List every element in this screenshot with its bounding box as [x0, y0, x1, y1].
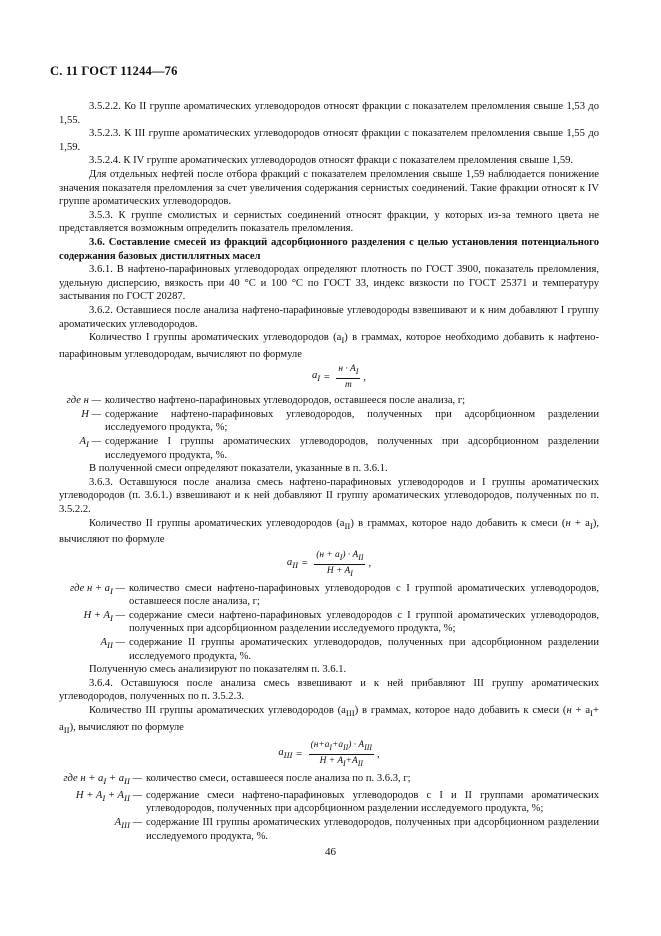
page-header: С. 11 ГОСТ 11244—76 [50, 64, 178, 78]
formula-1-tail: , [363, 372, 367, 384]
def-2-symbol: $H + A_I$ — [83, 609, 125, 623]
def-1-description: количество нафтено-парафиновых углеводородов, оставшееся после анализа, г; [105, 395, 466, 407]
def-2-symbol: $A_{II}$ — [100, 637, 125, 651]
def-1-symbol: $A_I$ — [79, 436, 101, 450]
page-number: 46 [325, 846, 336, 858]
paragraph-3-5-3: 3.5.3. К группе смолистых и сернистых соединений относят фракции, у которых из-за темного цвета не представляется возможным определить показатель преломления. [59, 209, 599, 235]
formula-2-lhs: $a_{II}$ [286, 556, 299, 571]
formula-1-numerator: $н \cdot A_I$ [336, 364, 360, 379]
formula-3-tail: , [376, 748, 380, 760]
def-3-symbol: где $н + a_I + a_{II}$ — [63, 773, 142, 787]
def-1-symbol: H — [81, 408, 101, 420]
def-2-symbol: где $н + a_I$ — [69, 582, 125, 596]
paragraph-3-6-1: 3.6.1. В нафтено-парафиновых углеводородах определяют плотность по ГОСТ 3900, показатель преломления, удельную дисперсию, вязкость при 40 °С и 100 °С по ГОСТ 33, индекс вязкости по ГОСТ 25371 и температуру застывания по ГОСТ 20287. [59, 264, 599, 303]
def-1-description: содержание I группы ароматических углеводородов, полученных при адсорбционном разделении исследуемого продукта, %. [105, 436, 599, 461]
def-3-description: содержание смеси нафтено-парафиновых углеводородов с I и II группами ароматических углеводородов, полученных при адсорбционном разделении исследуемого продукта, %; [146, 789, 599, 815]
formula-3-fraction [309, 740, 374, 769]
definitions-2 [59, 582, 599, 664]
definitions-3 [59, 772, 599, 843]
paragraph-note: Для отдельных нефтей после отбора фракций с показателем преломления свыше 1,59 наблюдается понижение значения показателя преломления за счет увеличения содержания сернистых соединений. Такие фракции относят к IV группе ароматических углеводородов. [59, 168, 599, 208]
definitions-1 [59, 394, 599, 462]
paragraph-result-1: В полученной смеси определяют показатели, указанные в п. 3.6.1. [89, 463, 388, 475]
formula-2-equals: = [301, 558, 309, 570]
formula-2-denominator: $H + A_I$ [326, 565, 353, 578]
formula-2-fraction [314, 550, 365, 579]
paragraph-3-6-4: 3.6.4. Оставшуюся после анализа смесь взвешивают и к ней прибавляют III группу ароматических углеводородов, полученных по п. 3.5.2.3. [59, 677, 599, 703]
def-1-description: содержание нафтено-парафиновых углеводородов, полученных при адсорбционном разделении исследуемого продукта, %; [105, 408, 599, 434]
def-2-description: содержание смеси нафтено-парафиновых углеводородов с I группой ароматических углеводородов, полученных при адсорбционном разделении исследуемого продукта, %; [129, 609, 599, 635]
formula-2-numerator: $(н + a_I) \cdot A_{II}$ [314, 550, 365, 565]
def-2-description: количество смеси нафтено-парафиновых углеводородов с I группой ароматических углеводородов, оставшееся после анализа, г; [129, 582, 599, 608]
formula-3-denominator: $H + A_I+A_{II}$ [319, 756, 363, 769]
formula-2-tail: , [368, 558, 372, 570]
formula-3-equals: = [295, 748, 303, 760]
document-body [59, 100, 599, 843]
paragraph-3-5-2-3: 3.5.2.3. К III группе ароматических углеводородов относят фракции с показателем преломления свыше 1,55 до 1,59. [59, 128, 599, 153]
formula-3 [59, 740, 599, 769]
paragraph-3-5-2-2: 3.5.2.2. Ко II группе ароматических углеводородов относят фракции с показателем преломления свыше 1,53 до 1,55. [59, 101, 599, 126]
paragraph-3-6-2: 3.6.2. Оставшиеся после анализа нафтено-парафиновые углеводороды взвешивают и к ним добавляют I группу ароматических углеводородов. [59, 304, 599, 330]
section-heading-3-6: 3.6. Составление смесей из фракций адсорбционного разделения с целью установления потенциального содержания базовых дистиллятных масел [59, 236, 599, 262]
paragraph-formula-intro-2: Количество II группы ароматических углеводородов $(a_{II})$ в граммах, которое надо добавить к смеси $(н + a_I)$, вычисляют по формуле [59, 517, 599, 546]
paragraph-formula-intro-1: Количество I группы ароматических углеводородов $(a_I)$ в граммах, которое необходимо добавить к нафтено-парафиновым углеводородам, вычисляют по формуле [59, 332, 599, 360]
def-3-description: содержание III группы ароматических углеводородов, полученных при адсорбционном разделении исследуемого продукта, %. [146, 817, 599, 842]
def-1-symbol: где н — [66, 395, 101, 407]
def-3-description: количество смеси, оставшееся после анализа по п. 3.6.3, г; [146, 773, 411, 785]
def-3-symbol: $A_{III}$ — [114, 817, 142, 831]
paragraph-3-5-2-4: 3.5.2.4. К IV группе ароматических углеводородов относят фракци с показателем преломления свыше 1,59. [89, 155, 574, 167]
formula-1-fraction [336, 364, 360, 391]
def-2-description: содержание II группы ароматических углеводородов, полученных при адсорбционном разделении исследуемого продукта, %. [129, 637, 599, 662]
def-3-symbol: $H + A_I + A_{II}$ — [75, 789, 142, 803]
formula-3-lhs: $a_{III}$ [278, 747, 293, 761]
formula-3-numerator: $(н+a_I+a_{II}) \cdot A_{III}$ [309, 740, 374, 755]
paragraph-formula-intro-3: Количество III группы ароматических углеводородов $(a_{III})$ в граммах, которое надо добавить к смеси $(н + a_I+ a_{II})$, вычисляют по формуле [59, 705, 599, 735]
formula-2 [59, 550, 599, 579]
formula-1 [59, 364, 599, 391]
paragraph-result-2: Полученную смесь анализируют по показателям п. 3.6.1. [89, 664, 347, 676]
formula-1-equals: = [323, 372, 331, 384]
paragraph-3-6-3: 3.6.3. Оставшуюся после анализа смесь нафтено-парафиновых углеводородов и I группы ароматических углеводородов (п. 3.6.1.) взвешивают и к ней добавляют II группу ароматических углеводородов, полученных по п. 3.5.2.2. [59, 476, 599, 516]
formula-1-lhs: $a_I$ [311, 370, 321, 384]
formula-1-denominator: m [344, 380, 352, 391]
